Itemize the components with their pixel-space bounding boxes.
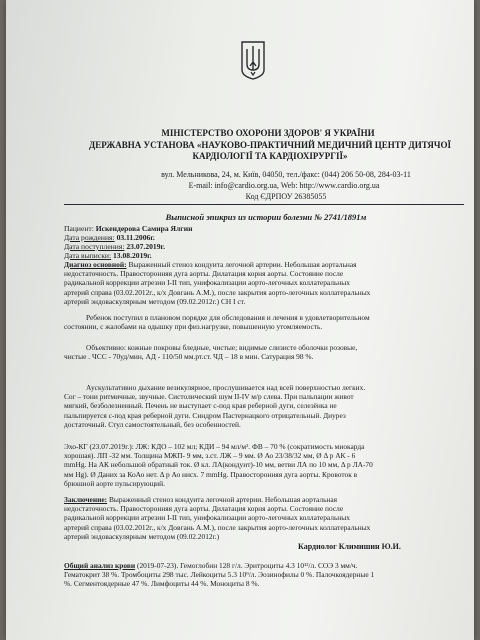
diagnosis-line: Выраженный стеноз кондуита легочной артерии. Небольшая аортальная: [128, 260, 357, 269]
patient-row: [64, 224, 193, 233]
conclusion-label: Заключение:: [64, 495, 108, 504]
blood-test-block: [64, 561, 472, 589]
admission-label: Дата поступления:: [64, 242, 125, 251]
paragraph-line: Объективно: кожные покровы бледные, чистые; видимые слизисте оболочки розовые,: [86, 343, 358, 352]
echo-block: [64, 442, 472, 488]
admission-row: [64, 242, 165, 251]
paragraph-line: достаточный. Стул самостоятельный, без особенностей.: [64, 419, 241, 429]
institution-heading-line2: КАРДІОЛОГІЇ ТА КАРДІОХІРУРГІЇ»: [192, 151, 348, 161]
blood-label: Общий анализ крови: [64, 561, 136, 570]
paragraph-line: чистые . ЧСС - 70уд/мин, АД - 110/50 мм.рт.ст. ЧД – 18 в мин. Сатурация 98 %.: [64, 352, 314, 362]
paragraph-line: мягкий, безболезненный. Печень не выступает с-под края реберной дуги, селезёнка не: [64, 401, 337, 411]
cardiologist-signature: Кардиолог Климишин Ю.И.: [298, 542, 401, 551]
admission-paragraph: [64, 313, 472, 331]
conclusion-block: [64, 495, 472, 541]
trident-emblem-icon: [240, 40, 266, 80]
paragraph-line: Сог – тони ритмичные, звучные. Систолический шум II-IV м/р слева. При пальпации живот: [64, 392, 354, 402]
diagnosis-line: артерий эндоваскулярным методом (09.02.2012г.) СН I ст.: [64, 296, 246, 306]
conclusion-line: артерий справа (03.02.2012г., к/х Довгань А.М.), после закрытия аорто-легочных коллатеральных: [64, 522, 371, 532]
document-sheet: [6, 0, 474, 640]
birth-label: Дата рождения:: [64, 233, 115, 242]
diagnosis-block: [64, 260, 472, 306]
echo-line: хорошая). ЛП -32 мм. Толщина МЖП- 9 мм, з.ст. ЛЖ – 9 мм. Ø Ао 23/38/32 мм, Ø Δ р АК - 6: [64, 451, 356, 461]
diagnosis-line: артерий справа (03.02.2012г., к/х Довгань А.М.), после закрытия аорто-легочных коллатеральных: [64, 287, 371, 297]
contacts-line: E-mail: info@cardio.org.ua, Web: http://www.cardio.org.ua: [188, 181, 380, 190]
document-title: Выписной эпикриз из истории болезни № 2741/1891м: [165, 212, 367, 222]
header-divider: [64, 204, 464, 205]
admission-date: 23.07.2019г.: [126, 242, 166, 251]
blood-line: (2019-07-23). Гемоглобин 128 г/л. Эритроциты 4.3 10¹²/л. СОЭ 3 мм/ч.: [136, 561, 358, 570]
conclusion-line: радикальной коррекции атрезии I-II тип, унифокализации аорто-легочных коллатеральных: [64, 513, 350, 523]
ministry-heading: МІНІСТЕРСТВО ОХОРОНИ ЗДОРОВ' Я УКРАЇНИ: [161, 128, 375, 138]
conclusion-line: артерий эндоваскулярным методом (09.02.2012г.): [64, 531, 220, 541]
diagnosis-line: недостаточность. Правосторонняя дуга аорты. Дилатация корня аорты. Состояние после: [64, 269, 344, 279]
auscultation-paragraph: [64, 383, 472, 429]
echo-line: Эхо-КГ (23.07.2019г.): ЛЖ: КДО – 102 мл; КДИ – 94 мл/м². ФВ – 70 % (сократимость миокарда: [64, 442, 365, 451]
paragraph-line: пальпируется с-под края реберной дуги. Синдром Пастернацкого отрицательный. Диурез: [64, 410, 346, 420]
conclusion-line: Выраженный стеноз кондуита легочной артерии. Небольшая аортальная: [108, 495, 338, 504]
patient-name: Искендерова Самира Ялгин: [95, 224, 193, 233]
birth-row: [64, 233, 155, 242]
patient-label: Пациент:: [64, 224, 94, 233]
echo-line: брюшной аорте пульсирующий.: [64, 478, 165, 488]
institution-heading-line1: ДЕРЖАВНА УСТАНОВА «НАУКОВО-ПРАКТИЧНИЙ МЕДИЧНИЙ ЦЕНТР ДИТЯЧОЇ: [89, 140, 451, 150]
conclusion-line: недостаточность. Правосторонняя дуга аорты. Дилатация корня аорты. Состояние после: [64, 504, 344, 514]
blood-line: %. Сегментоядерные 47 %. Лимфоциты 44 %. Моноциты 8 %.: [64, 579, 260, 589]
discharge-label: Дата выписки:: [64, 251, 112, 260]
paragraph-line: Ребенок поступил в плановом порядке для обследования и лечения в удовлетворительном: [86, 313, 370, 322]
birth-date: 03.11.2006г.: [116, 233, 155, 242]
paragraph-line: состоянии, с жалобами на одышку при физ.нагрузке, повышенную утомляемость.: [64, 322, 323, 332]
diagnosis-label: Диагноз основной:: [64, 260, 127, 269]
address-line: вул. Мельникова, 24, м. Київ, 04050, тел./факс: (044) 206 50-08, 284-03-11: [161, 170, 411, 179]
diagnosis-line: радикальной коррекции атрезии I-II тип, унифокализации аорто-легочных коллатеральных: [64, 278, 350, 288]
edrpou-line: Код ЄДРПОУ 26385055: [245, 192, 327, 201]
echo-line: mmHg. На АК небольшой обратный ток. Ø кл. ЛА(кондуит)-10 мм, ветви ЛА по 10 мм, Δ р ЛА-70: [64, 460, 373, 470]
discharge-date: 13.08.2019г.: [113, 251, 152, 260]
blood-line: Гематокрит 38 %. Тромбоциты 298 тыс. Лейкоциты 5.3 10⁹/л. Эозинофилы 0 %. Палочкоядерные 1: [64, 570, 375, 580]
echo-line: мм Hg). Ø Даних за КоАо нет. Δ р Ао нисх. 7 mmHg. Правосторонняя дуга аорты. Кровоток в: [64, 469, 358, 479]
objective-paragraph: [64, 343, 472, 361]
paragraph-line: Аускультативно дыхание везикулярное, прослушивается над всей поверхностью легких.: [86, 383, 366, 392]
discharge-row: [64, 251, 152, 260]
